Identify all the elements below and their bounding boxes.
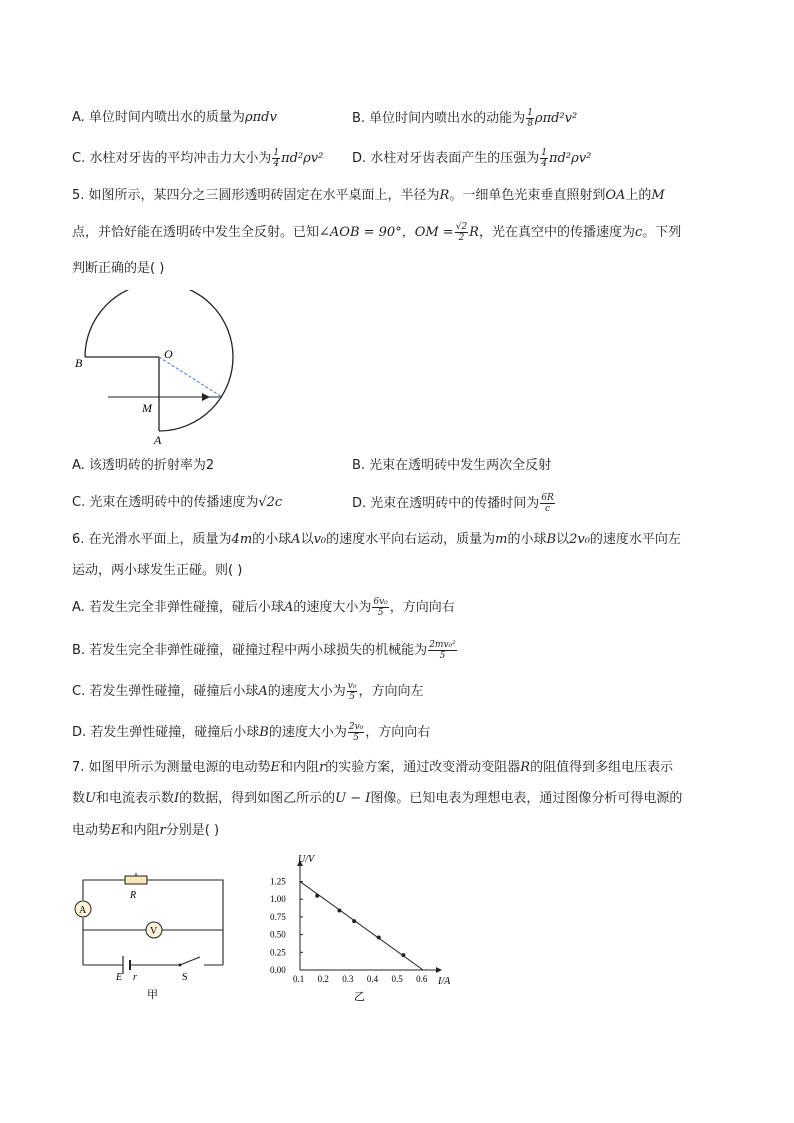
text: 上的 <box>625 188 652 203</box>
frac-den: 4 <box>273 159 280 169</box>
q5-stem-line1 <box>72 186 665 206</box>
text: 的速度大小为 <box>293 600 372 615</box>
text: 数 <box>72 791 86 806</box>
data-point <box>315 894 319 898</box>
var: c <box>634 225 643 240</box>
var: OA <box>605 188 626 203</box>
frac-num: 1 <box>541 148 548 158</box>
text: C. 若发生弹性碰撞，碰撞后小球 <box>72 684 259 699</box>
switch-lever <box>180 957 200 965</box>
q6-option-b-frac <box>428 640 457 661</box>
var: R <box>469 225 479 240</box>
frac-den: 5 <box>439 651 446 661</box>
q4-option-d <box>352 148 591 169</box>
frac-den: 4 <box>541 159 548 169</box>
wire-top <box>83 880 125 900</box>
q4-option-a-expr: ρπdv <box>244 110 277 125</box>
q6-option-d <box>72 722 430 743</box>
y-tick-label: 0.75 <box>270 911 286 922</box>
q5-figure <box>70 290 250 450</box>
q4-option-c-text: C. 水柱对牙齿的平均冲击力大小为 <box>72 151 272 166</box>
q7-stem-line1 <box>72 758 673 778</box>
rheostat <box>125 876 147 884</box>
frac-num: v₀ <box>347 681 357 691</box>
q7-stem-line3 <box>72 821 219 841</box>
var: R <box>520 760 531 775</box>
data-point <box>377 935 381 939</box>
q6-option-c <box>72 681 423 702</box>
circuit-caption: 甲 <box>147 989 158 1001</box>
text: 5. 如图所示，某四分之三圆形透明砖固定在水平桌面上，半径为 <box>72 188 440 203</box>
frac-den: c <box>545 504 551 514</box>
q5-stem-line3: 判断正确的是( ) <box>72 261 165 276</box>
var: A <box>291 532 301 547</box>
label-m: M <box>142 401 152 415</box>
switch-label: S <box>182 972 188 983</box>
text: 的阻值得到多组电压表示 <box>530 760 674 775</box>
voltmeter-label: V <box>150 926 158 937</box>
text: 图像。已知电表为理想电表，通过图像分析可得电源的 <box>370 791 683 806</box>
text: ，光在真空中的传播速度为 <box>478 225 635 240</box>
var: M <box>651 188 665 203</box>
q4-option-b-expr: ρπd²v² <box>534 111 578 126</box>
math: √2c <box>258 495 283 510</box>
text: ，方向向右 <box>389 600 455 615</box>
frac-num: 6v₀ <box>373 597 388 607</box>
frac-num: 1 <box>273 148 280 158</box>
q5-option-a: A. 该透明砖的折射率为2 <box>72 458 215 473</box>
text: 。下列 <box>642 225 682 240</box>
text: 的实验方案，通过改变滑动变阻器 <box>325 760 521 775</box>
math: ∠AOB = 90°，OM = <box>319 225 454 240</box>
text: 的数据，得到如图乙所示的 <box>179 791 336 806</box>
q6-option-d-frac <box>348 722 364 743</box>
q6-option-a <box>72 597 455 618</box>
text: 7. 如图甲所示为测量电源的电动势 <box>72 760 271 775</box>
text: 和电流表示数 <box>95 791 174 806</box>
var: I <box>174 791 180 806</box>
q7-circuit-diagram <box>70 868 240 1008</box>
var: R <box>439 188 450 203</box>
var: A <box>258 684 268 699</box>
var: U <box>85 791 96 806</box>
text: 电动势 <box>72 823 112 838</box>
arrow-icon <box>202 393 210 401</box>
x-tick-label: 0.4 <box>366 974 379 984</box>
frac-num: √2 <box>455 222 468 232</box>
ammeter-label: A <box>79 905 87 916</box>
var: U − I <box>335 791 371 806</box>
var: E <box>270 760 281 775</box>
frac-num: 2mv₀² <box>429 640 456 650</box>
var: 2v₀ <box>569 532 590 547</box>
frac-den: 5 <box>349 692 355 702</box>
text: 6. 在光滑水平面上，质量为 <box>72 532 232 547</box>
data-point <box>337 909 341 913</box>
q5-option-d-frac <box>540 493 555 514</box>
text: D. 若发生弹性碰撞，碰撞后小球 <box>72 725 260 740</box>
text: 的小球 <box>507 532 547 547</box>
q6-stem-line1 <box>72 530 681 550</box>
text: B. 若发生完全非弹性碰撞，碰撞过程中两小球损失的机械能为 <box>72 643 428 658</box>
y-tick-label: 0.50 <box>270 929 286 940</box>
frac-den: 8 <box>527 119 533 129</box>
x-tick-label: 0.1 <box>293 974 305 984</box>
text: 的速度大小为 <box>267 684 346 699</box>
text: 的速度大小为 <box>268 725 347 740</box>
text: A. 若发生完全非弹性碰撞，碰后小球 <box>72 600 284 615</box>
q4-option-c <box>72 148 323 169</box>
label-o: O <box>164 347 173 361</box>
q5-om-frac <box>455 222 468 243</box>
var: A <box>283 600 294 615</box>
q6-option-b <box>72 640 458 661</box>
q4-option-b <box>352 108 577 129</box>
var: B <box>259 725 269 740</box>
var: 4m <box>231 532 253 547</box>
q5-option-b: B. 光束在透明砖中发生两次全反射 <box>352 458 552 473</box>
q4-option-a <box>72 108 277 128</box>
q4-option-c-frac <box>272 148 280 169</box>
internal-resistance-label: r <box>133 972 137 983</box>
x-axis-arrow-icon <box>436 967 442 973</box>
q5-option-c <box>72 493 282 513</box>
frac-num: 6R <box>541 493 554 503</box>
text: 以 <box>300 532 314 547</box>
x-axis-label: I/A <box>438 976 451 987</box>
text: 。一细单色光束垂直照射到 <box>449 188 606 203</box>
label-b: B <box>75 356 83 370</box>
var: r <box>319 760 326 775</box>
label-a: A <box>154 433 162 447</box>
text: D. 光束在透明砖中的传播时间为 <box>352 496 540 511</box>
frac-num: 1 <box>527 108 533 118</box>
q4-option-b-frac <box>526 108 534 129</box>
y-tick-label: 1.00 <box>270 894 286 905</box>
q4-option-d-expr: πd²ρv² <box>549 151 592 166</box>
text: 的速度水平向左 <box>589 532 681 547</box>
q6-option-c-frac <box>347 681 358 702</box>
switch-pivot <box>179 964 182 967</box>
q6-option-a-frac <box>372 597 388 618</box>
var: E <box>111 823 121 838</box>
text: 和内阻 <box>120 823 160 838</box>
q4-option-d-frac <box>540 148 548 169</box>
y-axis-label: U/V <box>298 854 315 865</box>
x-tick-label: 0.5 <box>391 974 403 984</box>
y-tick-label: 0.25 <box>270 947 286 958</box>
x-tick-label: 0.2 <box>317 974 329 984</box>
text: 点，并恰好能在透明砖中发生全反射。已知 <box>72 225 320 240</box>
frac-den: 5 <box>377 608 384 618</box>
var: B <box>546 532 557 547</box>
wire-top-right <box>147 880 223 965</box>
var: v₀ <box>313 532 327 547</box>
frac-den: 2 <box>458 233 465 243</box>
var: m <box>495 532 508 547</box>
q4-option-a-text: A. 单位时间内喷出水的质量为 <box>72 110 245 125</box>
q5-stem-line2 <box>72 222 681 243</box>
q7-ui-graph <box>262 850 472 1010</box>
x-tick-label: 0.3 <box>342 974 354 984</box>
q5-option-d <box>352 493 556 514</box>
text: 以 <box>556 532 570 547</box>
rheostat-label: R <box>130 890 137 901</box>
emf-label: E <box>116 972 123 983</box>
q4-option-b-text: B. 单位时间内喷出水的动能为 <box>352 111 526 126</box>
text: 的小球 <box>252 532 292 547</box>
q4-option-d-text: D. 水柱对牙齿表面产生的压强为 <box>352 151 540 166</box>
frac-den: 5 <box>353 733 359 743</box>
y-tick-label: 1.25 <box>270 876 286 887</box>
q6-stem-line2: 运动，两小球发生正碰。则( ) <box>72 563 243 578</box>
text: 的速度水平向右运动，质量为 <box>326 532 496 547</box>
dashed-normal <box>159 357 222 397</box>
data-point <box>352 919 356 923</box>
q4-option-c-expr: πd²ρv² <box>281 151 324 166</box>
x-tick-label: 0.6 <box>416 974 428 984</box>
q7-stem-line2 <box>72 789 682 809</box>
data-point <box>401 953 405 957</box>
text: 和内阻 <box>280 760 320 775</box>
graph-caption: 乙 <box>354 991 365 1003</box>
text: C. 光束在透明砖中的传播速度为 <box>72 495 259 510</box>
text: ，方向向左 <box>358 684 424 699</box>
var: r <box>159 823 166 838</box>
frac-num: 2v₀ <box>348 722 364 732</box>
y-tick-label: 0.00 <box>270 965 286 975</box>
text: ，方向向右 <box>365 725 431 740</box>
text: 分别是( ) <box>165 823 220 838</box>
